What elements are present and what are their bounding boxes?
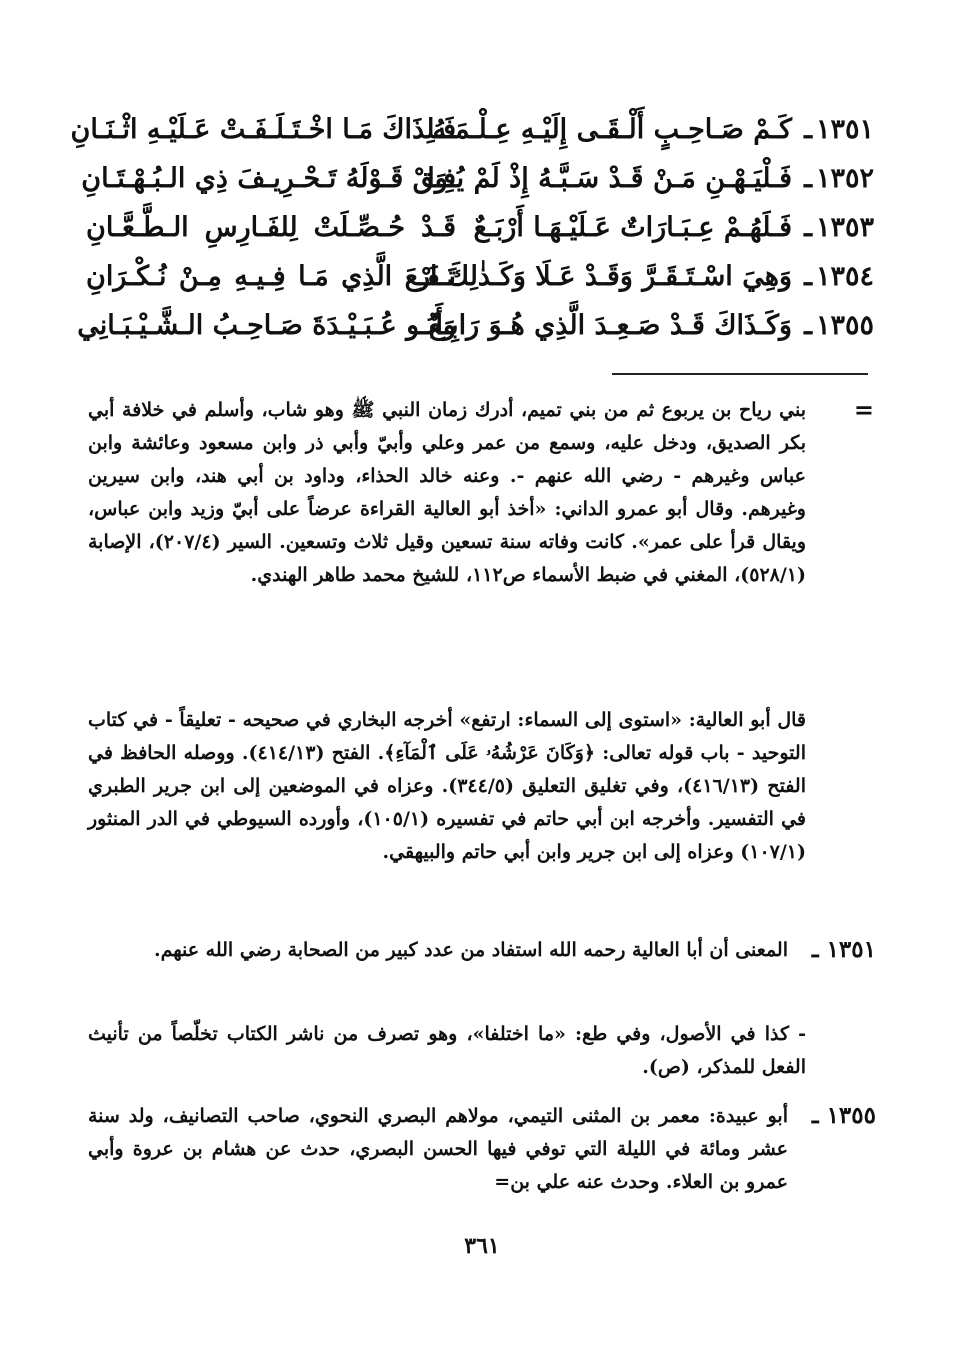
page-number: ٣٦١ xyxy=(464,1233,500,1259)
verse-dash: ـ xyxy=(804,212,812,243)
verse-dash: ـ xyxy=(804,114,812,145)
footnote-1351-variant: - كذا في الأصول، وفي طع: «ما اختلفا»، وهو تصرف من ناشر الكتاب تخلّصاً من تأنيث الفعل للمذكر، (ص). xyxy=(88,1023,806,1078)
verse-number: ١٣٥٢ xyxy=(815,163,874,194)
continuation-marker: = xyxy=(853,395,874,424)
footnote-number-value: ١٣٥٥ xyxy=(826,1102,876,1129)
verse-first-hemistich: فَـلْيَـهْـنِ مَـنْ قَـدْ سَـبَّـهُ إِذْ لَمْ يُـوَا xyxy=(427,163,792,194)
verse-line xyxy=(70,106,876,154)
verse-second-hemistich: قَـدْ حُـصِّـلَتْ لِلفَـارِسِ الـطَّـعَّـانِ xyxy=(86,212,456,243)
footnote-number: ١٣٥١ ـ xyxy=(811,936,876,963)
footnote-1355 xyxy=(88,1100,788,1199)
verse-number: ١٣٥٣ xyxy=(815,212,874,243)
verse-first-hemistich: كَـمْ صَـاحِـبٍ أَلْـقَـى إِلَيْـهِ عِـلْـمَـهُ xyxy=(432,114,792,145)
verse-dash: ـ xyxy=(804,163,812,194)
verse-first-hemistich: وَكَـذَاكَ قَـدْ صَـعِـدَ الَّذِي هُـوَ رَابِـعٌ xyxy=(428,310,792,341)
verse-dash: ـ xyxy=(804,261,812,292)
verse-number: ١٣٥٥ xyxy=(815,310,874,341)
footnote-1355-text: معمر بن المثنى التيمي، مولاهم البصري النحوي، صاحب التصانيف، ولد سنة عشر ومائة في الليلة التي توفي فيها الحسن البصري، حدث عن هشام بن عروة وأبي عمرو بن العلاء. وحدث عنه علي بن= xyxy=(88,1105,788,1193)
verse-second-hemistich: فَـلِذَاكَ مَـا اخْـتَـلَـفَـتْ عَـلَيْـهِ اثْـنَـانِ xyxy=(70,114,456,145)
verse-number: ١٣٥١ xyxy=(815,114,874,145)
verse-line xyxy=(77,302,876,350)
verse-first-hemistich: وَهِيَ اسْـتَـقَـرَّ وَقَـدْ عَـلَا وَكَـذٰلِكَ ارْ xyxy=(417,261,792,292)
verse-dash: ـ xyxy=(804,310,812,341)
verse-second-hemistich: فِـقْ قَـوْلَهُ تَـحْـرِيـفَ ذِي الـبُـهْـتَـانِ xyxy=(81,163,456,194)
footnote-separator xyxy=(612,373,868,375)
verse-number: ١٣٥٤ xyxy=(815,261,874,292)
footnote-abu-aliya-quote: قال أبو العالية: «استوى إلى السماء: ارتفع» أخرجه البخاري في صحيحه - تعليقاً - في كتاب التوحيد - باب قوله تعالى: ﴿وَكَانَ عَرْشُهُۥ عَلَى ٱلْمَآءِ﴾. الفتح (٤١٤/١٣). ووصله الحافظ في الفتح (٤١٦/١٣)، وفي تغليق التعليق (٣٤٤/٥). وعزاه في الموضعين إلى ابن جرير الطبري في التفسير. وأخرجه ابن أبي حاتم في تفسيره (١٠٥/١)، وأورده السيوطي في الدر المنثور (١٠٧/١) وعزاه إلى ابن جرير وابن أبي حاتم والبيهقي. xyxy=(88,709,806,863)
footnote-lemma: أبو عبيدة: xyxy=(708,1105,789,1127)
verse-line xyxy=(86,253,876,301)
footnote-number-value: ١٣٥١ xyxy=(826,936,876,963)
footnote-number: ١٣٥٥ ـ xyxy=(811,1102,876,1129)
verse-second-hemistich: وَأَبُـو عُـبَـيْـدَةَ صَـاحِـبُ الـشَّـيْـبَـانِي xyxy=(77,310,456,341)
footnote-continuation: بني رياح بن يربوع ثم من بني تميم، أدرك زمان النبي ﷺ وهو شاب، وأسلم في خلافة أبي بكر الصديق، ودخل عليه، وسمع من عمر وعلي وأبيّ وأبي ذر وابن مسعود وعائشة وابن عباس وغيرهم - رضي الله عنهم -. وعنه خالد الحذاء، وداود بن أبي هند، وابن سيرين وغيرهم. وقال أبو عمرو الداني: «أخذ أبو العالية القراءة عرضاً على أبيّ وزيد وابن عباس، ويقال قرأ على عمر». كانت وفاته سنة تسعين وقيل ثلاث وتسعين. السير (٢٠٧/٤)، الإصابة (٥٢٨/١)، المغني في ضبط الأسماء ص١١٢، للشيخ محمد طاهر الهندي. xyxy=(88,399,806,586)
verse-line xyxy=(81,155,876,203)
verse-second-hemistich: تَـفَـعَ الَّذِي مَـا فِـيـهِ مِـنْ نُـكْـرَانِ xyxy=(86,261,456,292)
footnote-1351: المعنى أن أبا العالية رحمه الله استفاد من عدد كبير من الصحابة رضي الله عنهم. xyxy=(153,939,788,961)
verse-line xyxy=(86,204,876,252)
verse-first-hemistich: فَـلَهُـمْ عِـبَـارَاتٌ عَـلَيْـهَـا أَرْبَـعٌ xyxy=(473,212,792,243)
